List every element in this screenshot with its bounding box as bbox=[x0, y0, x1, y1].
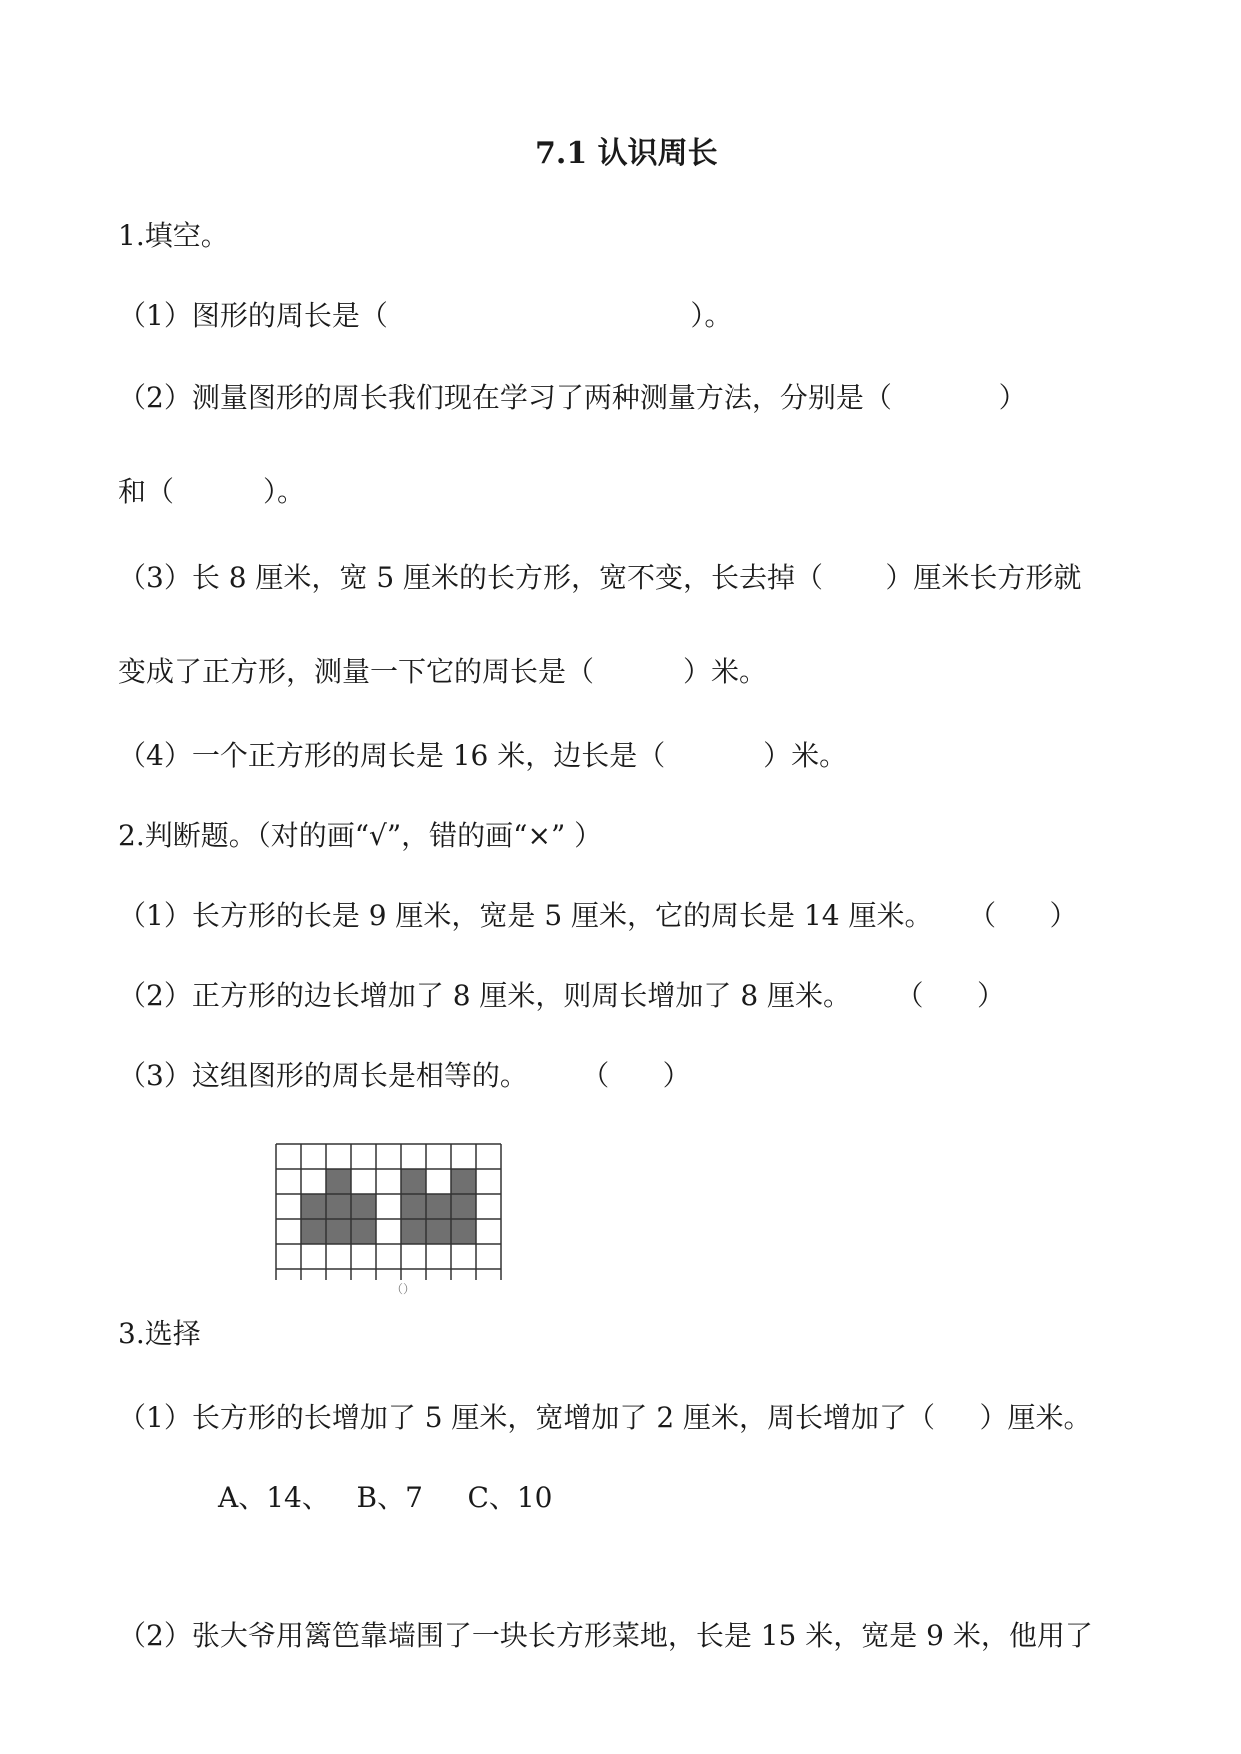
question-1-4: （4）一个正方形的周长是 16 米，边长是（ ）米。 bbox=[118, 739, 848, 772]
shaded-cell bbox=[301, 1194, 326, 1219]
question-1-1: （1）图形的周长是（ ）。 bbox=[118, 299, 733, 332]
shaded-cell bbox=[451, 1194, 476, 1219]
shaded-cell bbox=[451, 1219, 476, 1244]
question-1-3: （3）长 8 厘米，宽 5 厘米的长方形，宽不变，长去掉（ ）厘米长方形就 bbox=[118, 561, 1082, 594]
shaded-cell bbox=[326, 1194, 351, 1219]
question-3-1: （1）长方形的长增加了 5 厘米，宽增加了 2 厘米，周长增加了（ ）厘米。 bbox=[118, 1401, 1092, 1434]
shaded-cell bbox=[351, 1194, 376, 1219]
question-2-2: （2）正方形的边长增加了 8 厘米，则周长增加了 8 厘米。 （ ） bbox=[118, 979, 1005, 1012]
question-1-3-cont: 变成了正方形，测量一下它的周长是（ ）米。 bbox=[118, 655, 768, 688]
shaded-cell bbox=[326, 1169, 351, 1194]
question-2-3: （3）这组图形的周长是相等的。 （ ） bbox=[118, 1059, 691, 1092]
shaded-cell bbox=[426, 1219, 451, 1244]
shaded-cell bbox=[401, 1169, 426, 1194]
figure-caption: （） bbox=[391, 1282, 416, 1296]
section-1-heading: 1.填空。 bbox=[118, 219, 229, 252]
page-title: 7.1 认识周长 bbox=[535, 136, 718, 171]
question-1-2-cont: 和（ ）。 bbox=[118, 475, 306, 508]
question-3-1-options: A、14、 B、7 C、10 bbox=[218, 1481, 553, 1514]
shaded-cell bbox=[426, 1194, 451, 1219]
shaded-cell bbox=[401, 1194, 426, 1219]
question-2-1: （1）长方形的长是 9 厘米，宽是 5 厘米，它的周长是 14 厘米。 （ ） bbox=[118, 899, 1078, 932]
question-1-2: （2）测量图形的周长我们现在学习了两种测量方法，分别是（ ） bbox=[118, 381, 1027, 414]
perimeter-figure-grid bbox=[274, 1142, 504, 1280]
shaded-cell bbox=[401, 1219, 426, 1244]
section-3-heading: 3.选择 bbox=[118, 1317, 201, 1350]
shaded-cell bbox=[326, 1219, 351, 1244]
shaded-cell bbox=[351, 1219, 376, 1244]
question-3-2: （2）张大爷用篱笆靠墙围了一块长方形菜地，长是 15 米，宽是 9 米，他用了 bbox=[118, 1619, 1093, 1652]
shaded-cell bbox=[301, 1219, 326, 1244]
shaded-cell bbox=[451, 1169, 476, 1194]
section-2-heading: 2.判断题。（对的画“√”，错的画“×” ） bbox=[118, 819, 603, 852]
